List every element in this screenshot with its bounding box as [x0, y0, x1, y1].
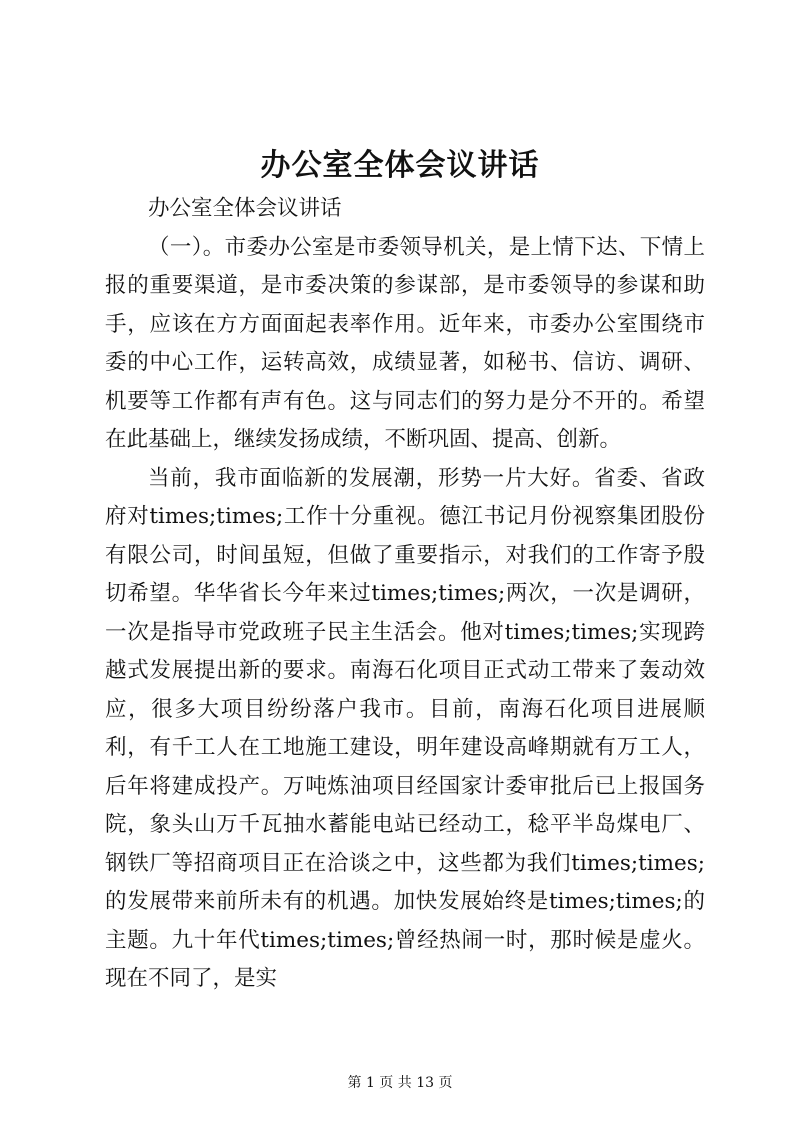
paragraph-1: （一）。市委办公室是市委领导机关，是上情下达、下情上报的重要渠道，是市委决策的参谋部，是市委领导的参谋和助手，应该在方方面面起表率作用。近年来，市委办公室围绕市委的中心工作，运转高效，成绩显著，如秘书、信访、调研、机要等工作都有声有色。这与同志们的努力是分不开的。希望在此基础上，继续发扬成绩，不断巩固、提高、创新。	[105, 234, 705, 452]
paragraph-2: 当前，我市面临新的发展潮，形势一片大好。省委、省政府对times;times;工作十分重视。德江书记月份视察集团股份有限公司，时间虽短，但做了重要指示，对我们的工作寄予殷切希望。华华省长今年来过times;times;两次，一次是调研，一次是指导市党政班子民主生活会。他对times;times;实现跨越式发展提出新的要求。南海石化项目正式动工带来了轰动效应，很多大项目纷纷落户我市。目前，南海石化项目进展顺利，有千工人在工地施工建设，明年建设高峰期就有万工人，后年将建成投产。万吨炼油项目经国家计委审批后已上报国务院，象头山万千瓦抽水蓄能电站已经动工，稔平半岛煤电厂、钢铁厂等招商项目正在洽谈之中，这些都为我们times;times;的发展带来前所未有的机遇。加快发展始终是times;times;的主题。九十年代times;times;曾经热闹一时，那时候是虚火。现在不同了，是实	[105, 465, 705, 991]
document-body	[105, 190, 705, 999]
document-title: 办公室全体会议讲话	[260, 148, 540, 183]
page-number-footer: 第 1 页 共 13 页	[347, 1075, 453, 1091]
paragraph-subtitle: 办公室全体会议讲话	[148, 196, 342, 221]
